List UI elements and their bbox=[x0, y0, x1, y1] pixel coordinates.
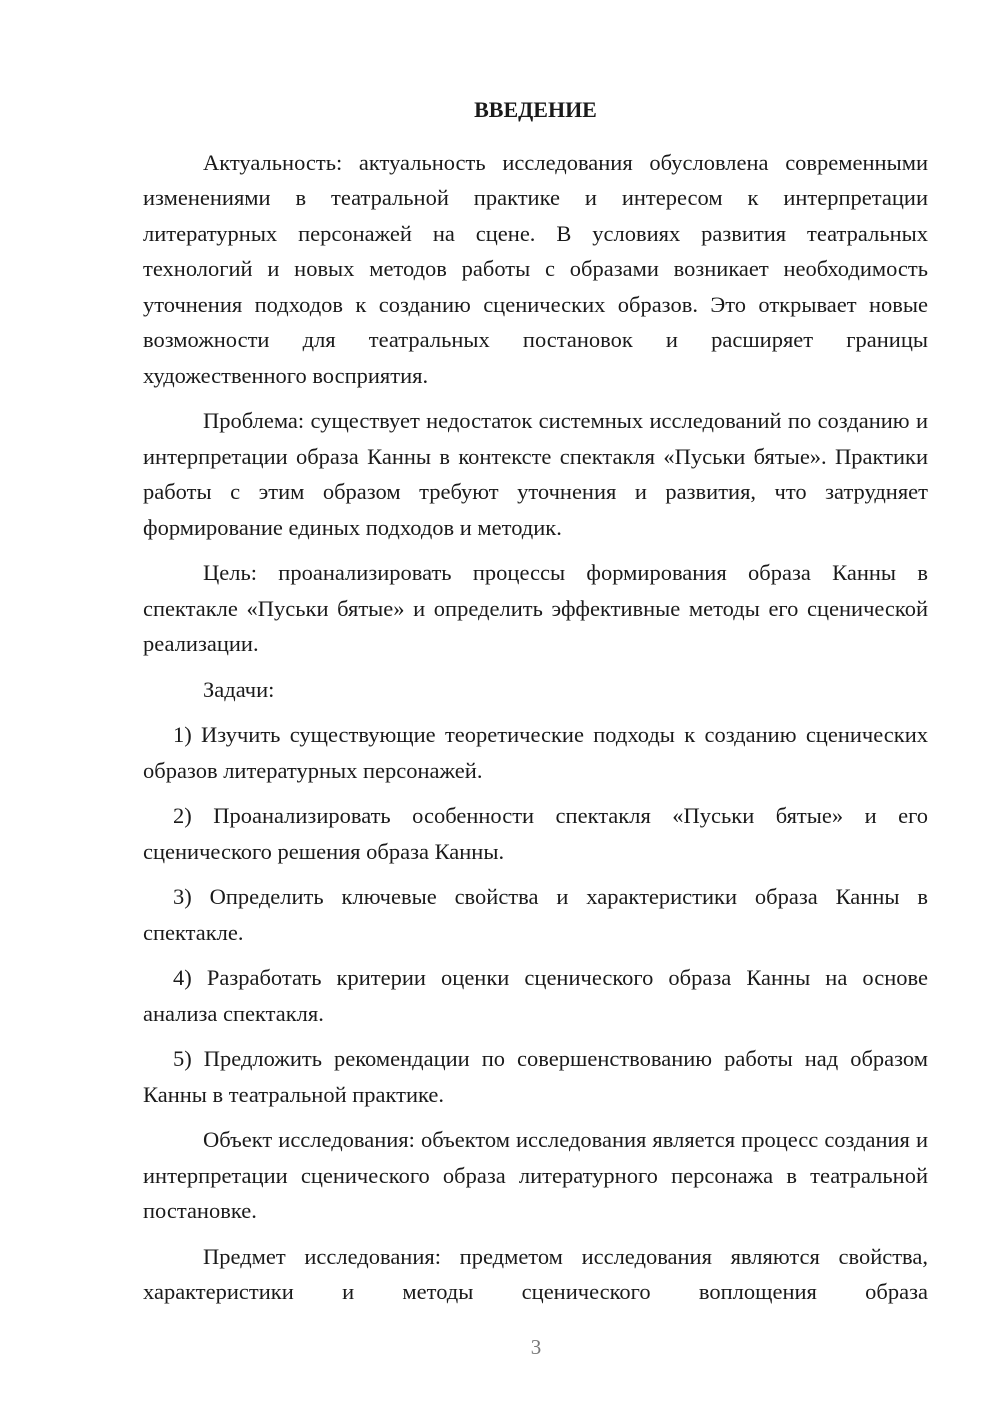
relevance-paragraph: Актуальность: актуальность исследования обусловлена современными изменениями в театральной практике и интересом к интерпретации литературных персонажей на сцене. В условиях развития театральных технологий и новых методов работы с образами возникает необходимость уточнения подходов к созданию сценических образов. Это открывает новые возможности для театральных постановок и расширяет границы художественного восприятия. bbox=[143, 149, 928, 388]
object-paragraph: Объект исследования: объектом исследования является процесс создания и интерпретации сценического образа литературного персонажа в театральной постановке. bbox=[143, 1127, 928, 1223]
page-number: 3 bbox=[530, 1335, 542, 1359]
task-item: 2) Проанализировать особенности спектакля «Пуськи бятые» и его сценического решения образа Канны. bbox=[143, 803, 928, 864]
task-item: 1) Изучить существующие теоретические подходы к созданию сценических образов литературных персонажей. bbox=[143, 722, 928, 783]
problem-paragraph: Проблема: существует недостаток системных исследований по созданию и интерпретации образа Канны в контексте спектакля «Пуськи бятые». Практики работы с этим образом требуют уточнения и развития, что затрудняет формирование единых подходов и методик. bbox=[143, 408, 928, 540]
goal-paragraph: Цель: проанализировать процессы формирования образа Канны в спектакле «Пуськи бятые» и определить эффективные методы его сценической реализации. bbox=[143, 560, 928, 656]
section-heading: ВВЕДЕНИЕ bbox=[474, 97, 597, 122]
page-body bbox=[143, 92, 928, 1320]
task-item: 5) Предложить рекомендации по совершенствованию работы над образом Канны в театральной практике. bbox=[143, 1046, 928, 1107]
subject-paragraph: Предмет исследования: предметом исследования являются свойства, характеристики и методы сценического воплощения образа bbox=[143, 1243, 928, 1304]
task-item: 3) Определить ключевые свойства и характеристики образа Канны в спектакле. bbox=[143, 884, 928, 945]
task-item: 4) Разработать критерии оценки сценического образа Канны на основе анализа спектакля. bbox=[143, 965, 928, 1026]
tasks-label: Задачи: bbox=[203, 676, 275, 702]
